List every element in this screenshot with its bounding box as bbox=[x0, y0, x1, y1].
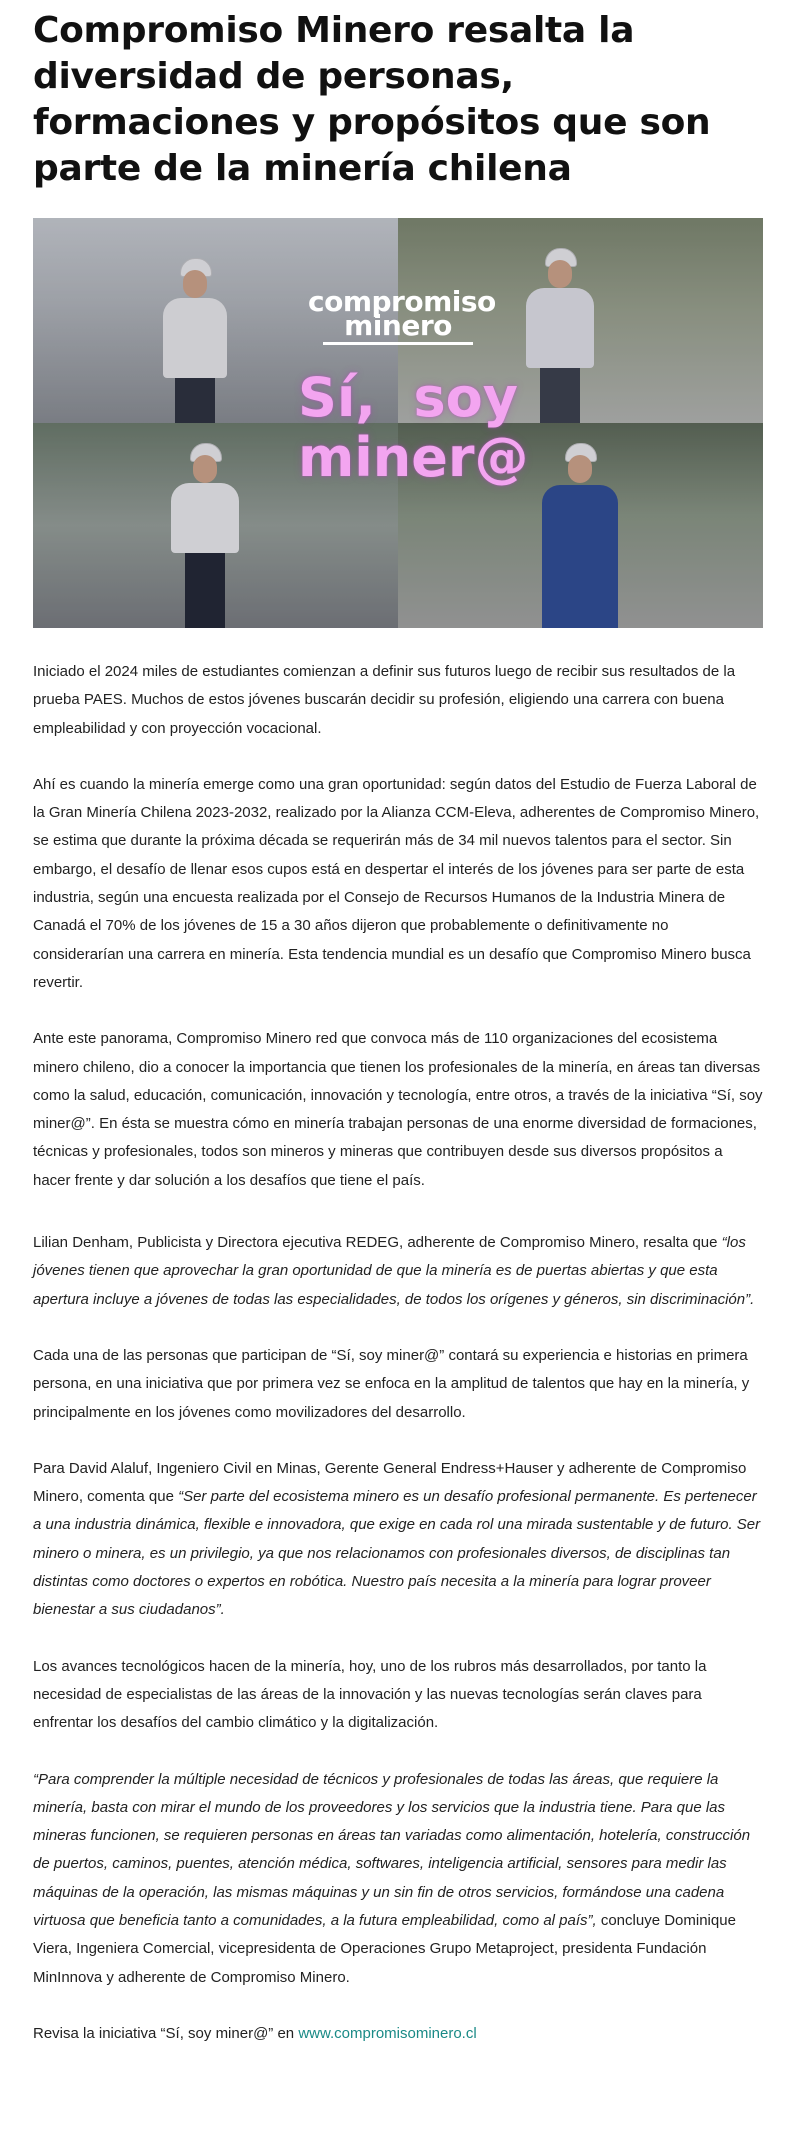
quote-text: “Para comprender la múltiple necesidad de técnicos y profesionales de todas las áreas, que requiere la minería, basta con mirar el mundo de los proveedores y los servicios que la industria tiene. Para que las mineras funcionen, se requieren personas en áreas tan variadas como alimentación, hotelería, construcción de puertos, caminos, puentes, atención médica, softwares, inteligencia artificial, sensores para medir las máquinas de la operación, las mismas máquinas y un sin fin de otros servicios, formándose una cadena virtuosa que beneficia tanto a comunidades, a la futura empleabilidad, como al país”, bbox=[33, 1770, 751, 1929]
paragraph: Cada una de las personas que participan de “Sí, soy miner@” contará su experiencia e historias en primera persona, en una iniciativa que por primera vez se enfoca en la amplitud de talentos que hay en la minería, y principalmente en los jóvenes como movilizadores del desarrollo. bbox=[33, 1346, 750, 1421]
compromisominero-link[interactable]: www.compromisominero.cl bbox=[298, 2024, 477, 2042]
paragraph-quote bbox=[33, 1766, 763, 1992]
quote-text: “Ser parte del ecosistema minero es un desafío profesional permanente. Es pertenecer a una industria dinámica, flexible e innovadora, que exige en cada rol una mirada sustentable y de futuro. Ser minero o minera, es un privilegio, ya que nos relacionamos con profesionales diversos, de disciplinas tan distintas como doctores o expertos en robótica. Nuestro país necesita a la minería para lograr proveer bienestar a sus ciudadanos”. bbox=[33, 1488, 761, 1619]
quote-intro: Para David Alaluf, Ingeniero Civil en Minas, Gerente General Endress+Hauser y adherente de Compromiso Minero, comenta que bbox=[33, 1459, 747, 1506]
quote-intro: Lilian Denham, Publicista y Directora ejecutiva REDEG, adherente de Compromiso Minero, resalta que bbox=[33, 1234, 722, 1252]
brand-logo bbox=[308, 285, 496, 345]
paragraph-quote bbox=[33, 1229, 763, 1314]
paragraph-quote bbox=[33, 1455, 763, 1625]
article-body bbox=[33, 658, 763, 2048]
paragraph: Iniciado el 2024 miles de estudiantes comienzan a definir sus futuros luego de recibir sus resultados de la prueba PAES. Muchos de estos jóvenes buscarán decidir su profesión, eligiendo una carrera con buena empleabilidad y con proyección vocacional. bbox=[33, 663, 736, 737]
quote-text: “los jóvenes tienen que aprovechar la gran oportunidad de que la minería es de puertas abiertas y que esta apertura incluye a jóvenes de todas las especialidades, de todos los orígenes y géneros, sin discriminación”. bbox=[33, 1234, 755, 1308]
quote-outro: concluye Dominique Viera, Ingeniera Comercial, vicepresidenta de Operaciones Grupo Metaproject, presidenta Fundación MinInnova y adherente de Compromiso Minero. bbox=[33, 1911, 736, 1986]
brand-underline bbox=[323, 342, 473, 345]
hero-image bbox=[33, 218, 763, 628]
paragraph: Los avances tecnológicos hacen de la minería, hoy, uno de los rubros más desarrollados, por tanto la necesidad de especialistas de las áreas de la innovación y las nuevas tecnologías serán claves para enfrentar los desafíos del cambio climático y la digitalización. bbox=[33, 1657, 707, 1732]
article bbox=[33, 0, 763, 2076]
paragraph: Ahí es cuando la minería emerge como una gran oportunidad: según datos del Estudio de Fuerza Laboral de la Gran Minería Chilena 2023-2032, realizado por la Alianza CCM-Eleva, adherentes de Compromiso Minero, se estima que durante la próxima década se requerirán más de 34 mil nuevos talentos para el sector. Sin embargo, el desafío de llenar esos cupos está en despertar el interés de los jóvenes para ser parte de esta industria, según una encuesta realizada por el Consejo de Recursos Humanos de la Industria Minera de Canadá el 70% de los jóvenes de 15 a 30 años dijeron que probablemente o definitivamente no considerarían una carrera en minería. Esta tendencia mundial es un desafío que Compromiso Minero busca revertir. bbox=[33, 775, 760, 991]
paragraph-link bbox=[33, 2020, 763, 2048]
hero-headline bbox=[298, 368, 558, 488]
article-title: Compromiso Minero resalta la diversidad de personas, formaciones y propósitos que son parte de la minería chilena bbox=[33, 10, 711, 189]
paragraph: Ante este panorama, Compromiso Minero red que convoca más de 110 organizaciones del ecosistema minero chileno, dio a conocer la importancia que tienen los profesionales de la minería, en áreas tan diversas como la salud, educación, comunicación, innovación y tecnología, entre otros, a través de la iniciativa “Sí, soy miner@”. En ésta se muestra cómo en minería trabajan personas de una enorme diversidad de formaciones, técnicas y profesionales, todos son mineros y mineras que contribuyen desde sus diversos propósitos a hacer frente y dar solución a los desafíos que tiene el país. bbox=[33, 1030, 763, 1189]
link-intro: Revisa la iniciativa “Sí, soy miner@” en bbox=[33, 2024, 299, 2042]
brand-line1: compromiso bbox=[308, 285, 496, 318]
hero-headline-line2: miner@ bbox=[298, 426, 529, 489]
hero-headline-line1: Sí, soy bbox=[298, 366, 518, 429]
brand-line2: minero bbox=[344, 309, 452, 342]
